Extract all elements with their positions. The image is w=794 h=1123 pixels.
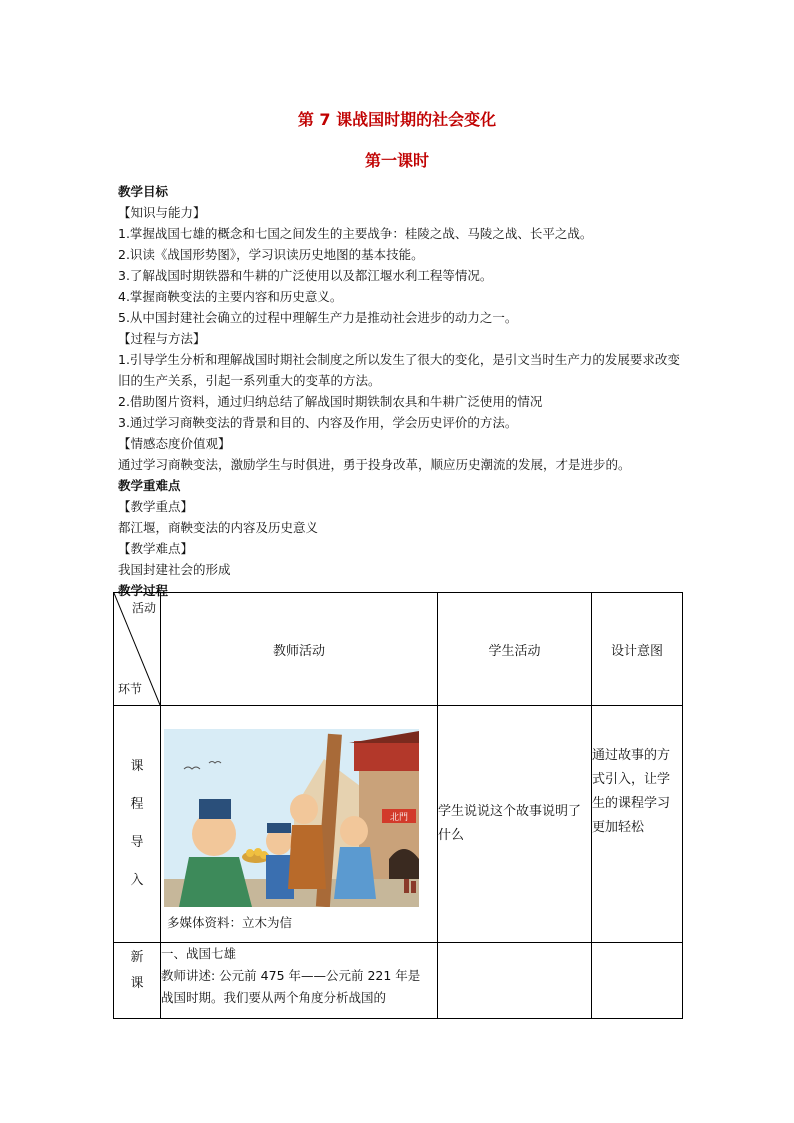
knowledge-item: 3.了解战国时期铁器和牛耕的广泛使用以及都江堰水利工程等情况。 [118,268,493,283]
key-points-heading: 教学重难点 [118,478,181,493]
header-teacher: 教师活动 [161,593,438,706]
teaching-process-table [113,592,683,1019]
knowledge-item: 2.识读《战国形势图》，学习识读历史地图的基本技能。 [118,247,424,262]
stage-intro-cell: 课 程 导 入 [114,706,161,943]
knowledge-item: 4.掌握商鞅变法的主要内容和历史意义。 [118,289,343,304]
student-activity-cell [438,943,592,1019]
section-title: 一、战国七雄 [161,946,237,961]
design-purpose-cell [592,943,683,1019]
teacher-narration: 教师讲述: 公元前 475 年——公元前 221 年是战国时期。我们要从两个角度分析战国的 [161,968,421,1005]
diagonal-header-cell [114,593,161,706]
header-student: 学生活动 [438,593,592,706]
knowledge-heading: 【知识与能力】 [118,205,206,220]
difficulty-text: 我国封建社会的形成 [118,562,231,577]
process-table-heading: 教学过程 [118,583,169,598]
header-purpose: 设计意图 [592,593,683,706]
process-item: 3.通过学习商鞅变法的背景和目的、内容及作用，学会历史评价的方法。 [118,415,518,430]
design-purpose-cell: 通过故事的方式引入，让学生的课程学习更加轻松 [592,706,683,943]
process-heading: 【过程与方法】 [118,331,206,346]
attitude-text: 通过学习商鞅变法，激励学生与时俱进，勇于投身改革，顺应历史潮流的发展，才是进步的。 [118,457,631,472]
difficulty-heading: 【教学难点】 [118,541,194,556]
teacher-activity-cell [161,943,438,1019]
teacher-activity-cell [161,706,438,943]
attitude-heading: 【情感态度价值观】 [118,436,231,451]
lesson-subtitle: 第一课时 [364,151,429,170]
image-caption: 多媒体资料：立木为信 [167,915,293,930]
svg-text:北門: 北門 [389,813,409,823]
knowledge-item: 5.从中国封建社会确立的过程中理解生产力是推动社会进步的动力之一。 [118,310,518,325]
focus-heading: 【教学重点】 [118,499,194,514]
diag-label-activity: 活动 [131,601,156,615]
lesson-title: 第 7 课战国时期的社会变化 [297,110,497,129]
process-item: 1.引导学生分析和理解战国时期社会制度之所以发生了很大的变化，是引文当时生产力的发展要求改变旧的生产关系，引起一系列重大的变革的方法。 [118,352,680,388]
table-row [114,706,683,943]
lesson-body [118,181,684,601]
table-header-row [114,593,683,706]
student-activity-cell: 学生说说这个故事说明了什么 [438,706,592,943]
cartoon-illustration [164,729,419,907]
objectives-heading: 教学目标 [118,184,169,199]
stage-new-lesson-cell: 新 课 [114,943,161,1019]
focus-text: 都江堰，商鞅变法的内容及历史意义 [118,520,319,535]
process-item: 2.借助图片资料，通过归纳总结了解战国时期铁制农具和牛耕广泛使用的情况 [118,394,543,409]
table-row [114,943,683,1019]
diag-label-stage: 环节 [118,682,143,696]
knowledge-item: 1.掌握战国七雄的概念和七国之间发生的主要战争：桂陵之战、马陵之战、长平之战。 [118,226,593,241]
